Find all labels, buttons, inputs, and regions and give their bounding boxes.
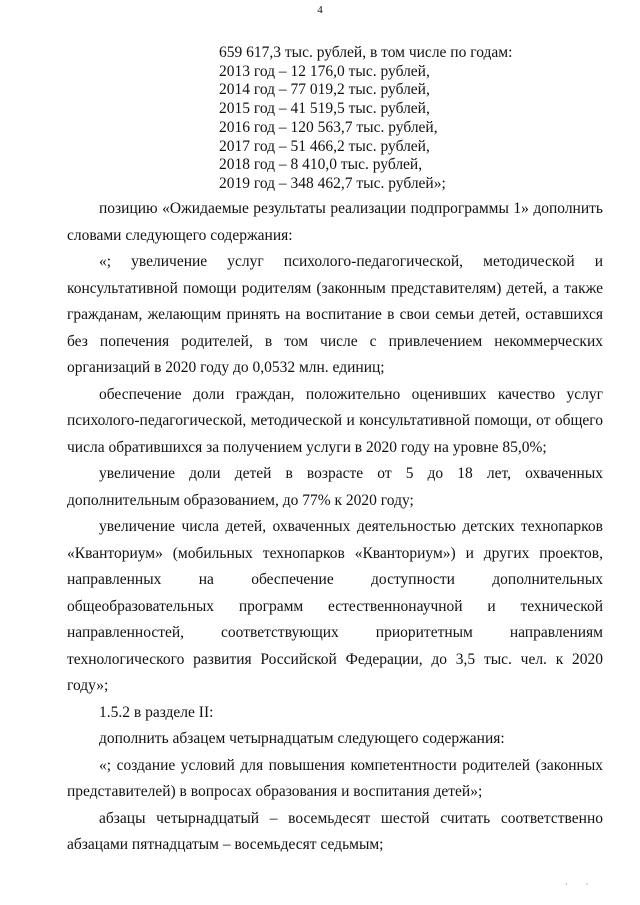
budget-year-line: 2014 год – 77 019,2 тыс. рублей, [219, 81, 430, 99]
page-number: 4 [317, 4, 323, 16]
paragraph: дополнить абзацем четырнадцатым следующего содержания: [99, 730, 505, 747]
budget-year-line: 2013 год – 12 176,0 тыс. рублей, [219, 62, 430, 80]
document-body [67, 196, 603, 859]
budget-year-line: 2018 год – 8 410,0 тыс. рублей, [219, 156, 423, 174]
paragraph: обеспечение доли граждан, положительно оценивших качество услуг психолого-педагогической, методической и консультативной помощи, от общего числа обратившихся за получением услуги в 2020 году на уровне 85,0%; [67, 385, 603, 456]
paragraph: «; увеличение услуг психолого-педагогической, методической и консультативной помощи родителям (законным представителям) детей, а также гражданам, желающим принять на воспитание в свои семьи детей, оставшихся без попечения родителей, в том числе с привлечением некоммерческих организаций в 2020 году до 0,0532 млн. единиц; [67, 253, 603, 376]
budget-year-line: 2015 год – 41 519,5 тыс. рублей, [219, 100, 430, 118]
budget-breakdown [219, 44, 512, 194]
budget-year-line: 2019 год – 348 462,7 тыс. рублей»; [219, 174, 446, 192]
scan-marks: · · [565, 880, 597, 889]
paragraph: абзацы четырнадцатый – восемьдесят шестой считать соответственно абзацами пятнадцатым – восемьдесят седьмым; [67, 809, 603, 853]
paragraph: позицию «Ожидаемые результаты реализации подпрограммы 1» дополнить словами следующего содержания: [67, 200, 603, 244]
paragraph: увеличение доли детей в возрасте от 5 до 18 лет, охваченных дополнительным образованием, до 77% к 2020 году; [67, 465, 603, 509]
budget-total: 659 617,3 тыс. рублей, в том числе по годам: [219, 44, 513, 61]
paragraph: «; создание условий для повышения компетентности родителей (законных представителей) в вопросах образования и воспитания детей»; [67, 756, 603, 800]
budget-year-line: 2017 год – 51 466,2 тыс. рублей, [219, 137, 430, 155]
budget-year-line: 2016 год – 120 563,7 тыс. рублей, [219, 118, 438, 136]
paragraph: увеличение числа детей, охваченных деятельностью детских технопарков «Кванториум» (мобильных технопарков «Кванториум») и других проектов, направленных на обеспечение доступности дополнительных общеобразовательных программ естественнонаучной и технической направленностей, соответствующих приоритетным направлениям технологического развития Российской Федерации, до 3,5 тыс. чел. к 2020 году»; [67, 518, 603, 694]
section-item: 1.5.2 в разделе II: [99, 703, 214, 721]
